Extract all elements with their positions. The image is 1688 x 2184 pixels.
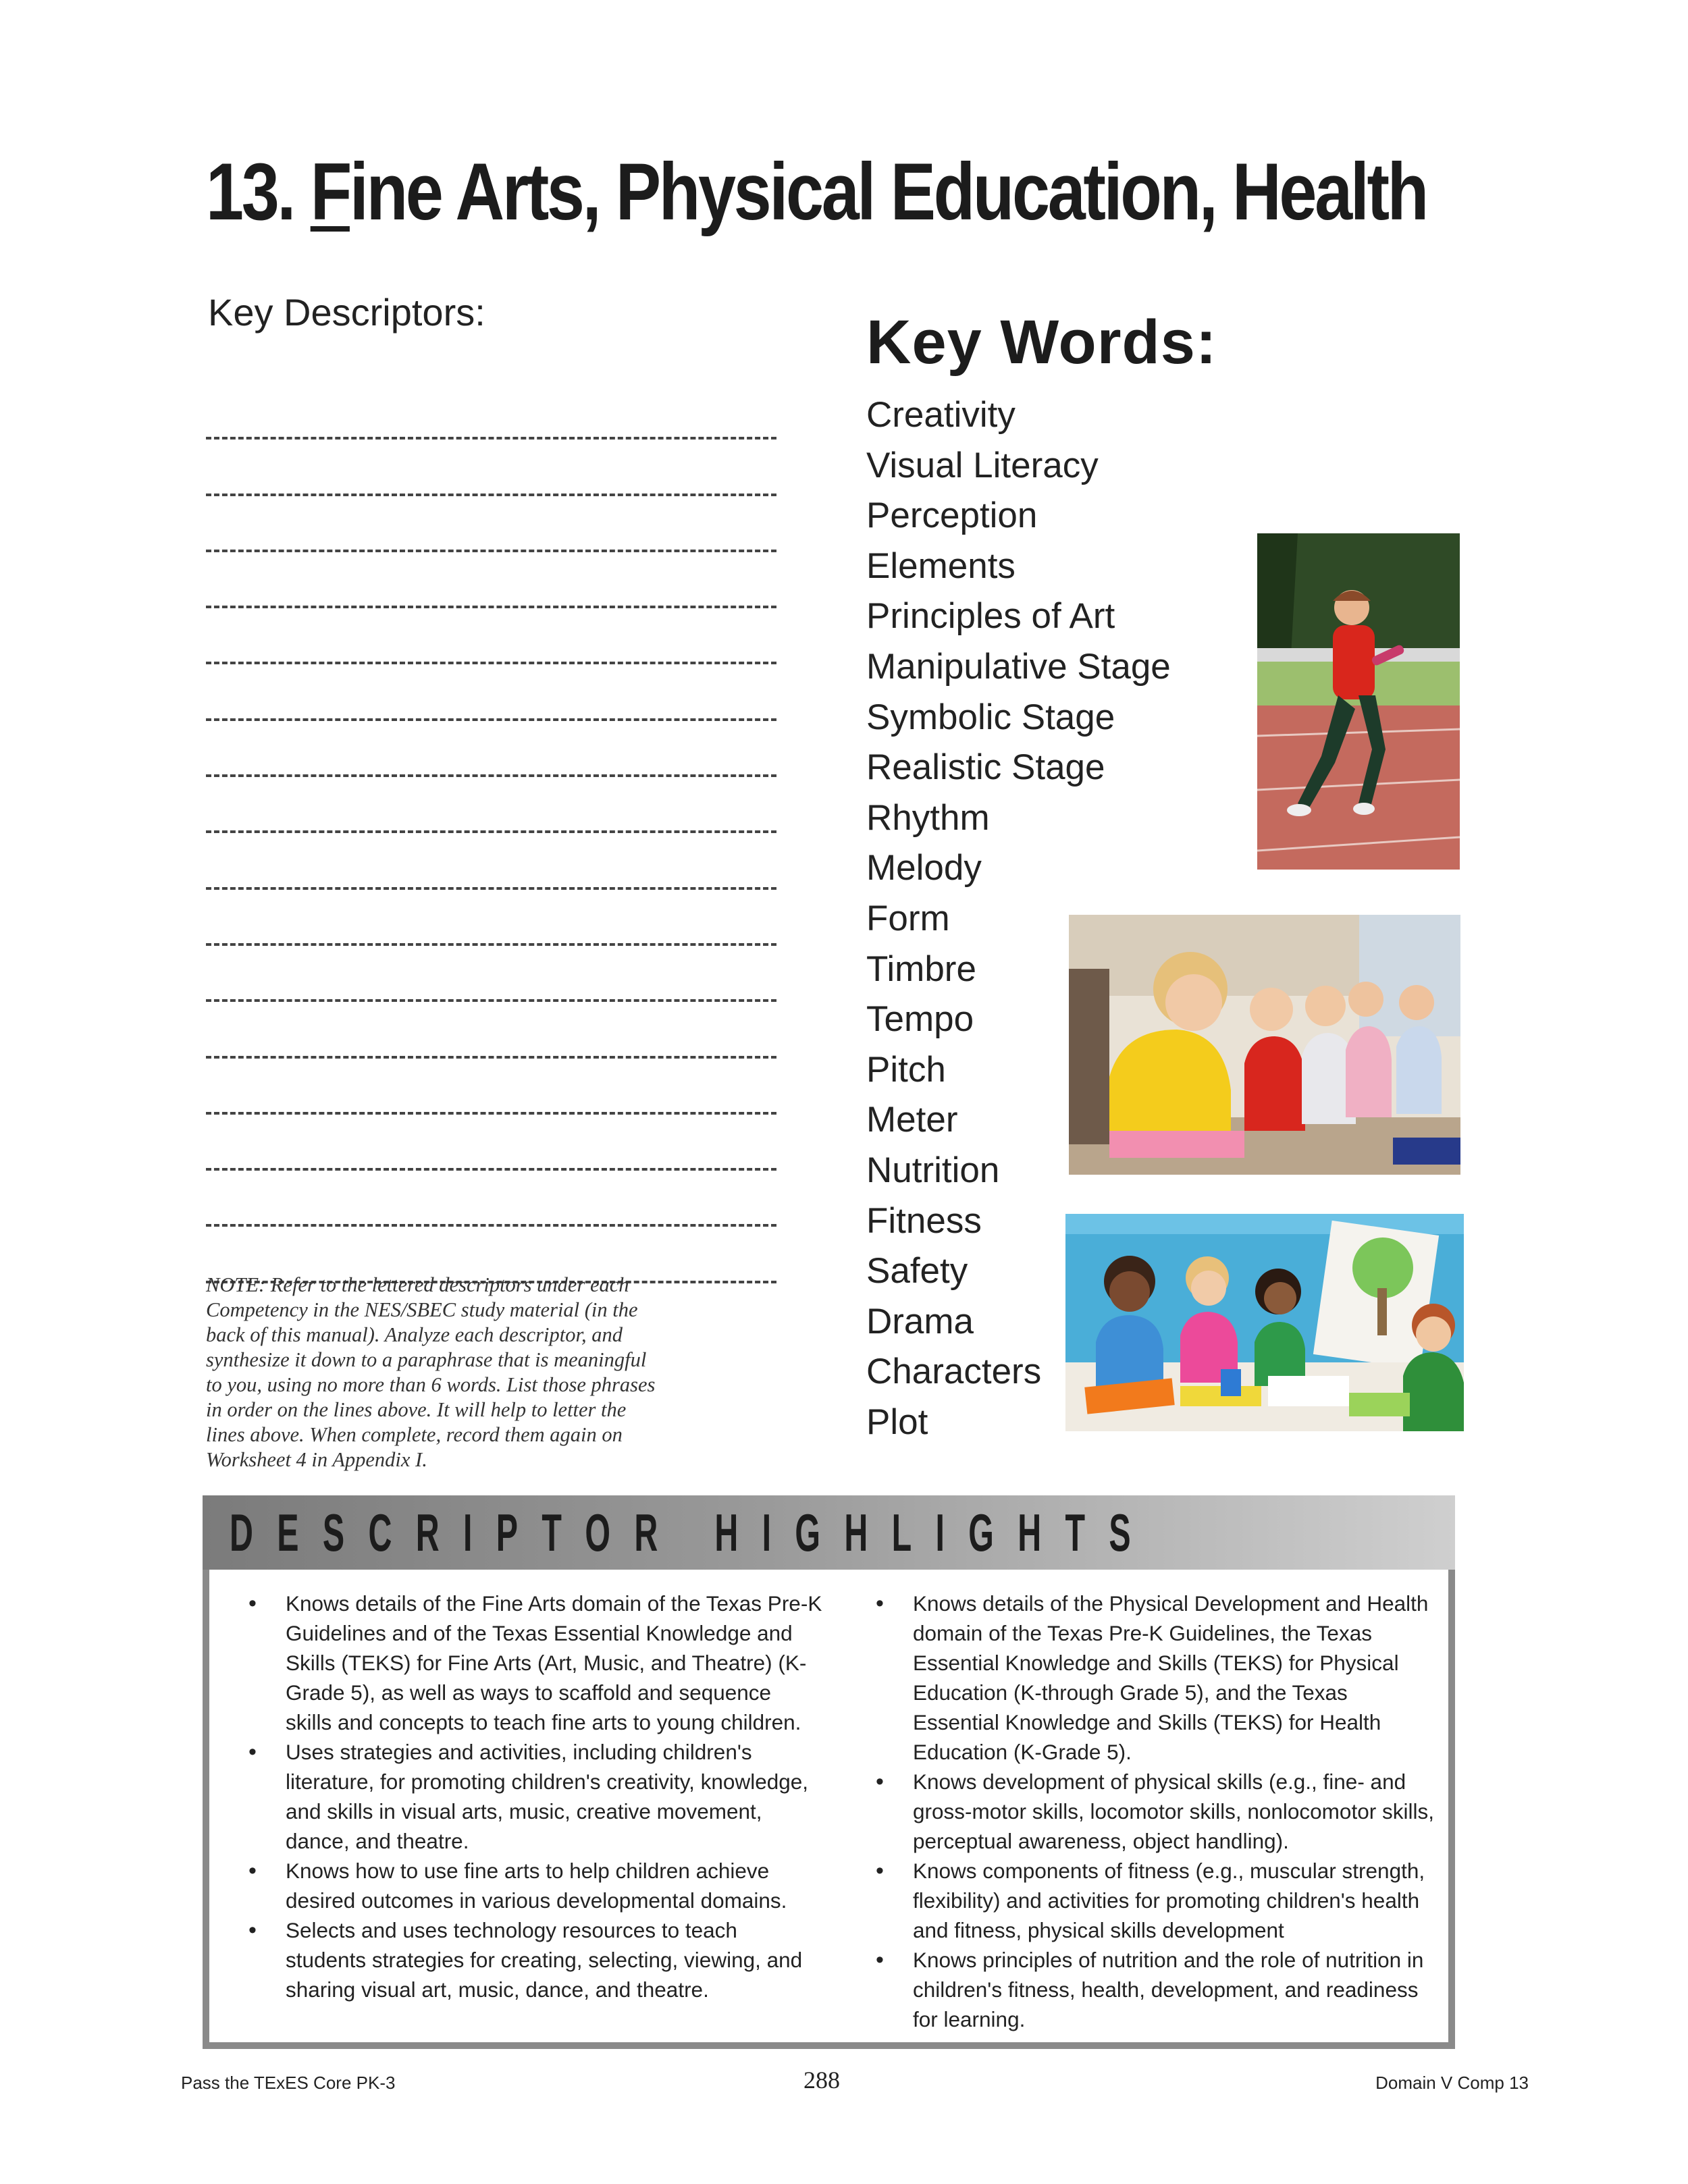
highlight-item: • Knows principles of nutrition and the role of nutrition in children's fitness, health, development, and readiness for learning.: [876, 1945, 1436, 2034]
highlight-item: • Knows components of fitness (e.g., muscular strength, flexibility) and activities for promoting children's health and fitness, physical skills development: [876, 1856, 1436, 1945]
highlight-item: • Knows how to use fine arts to help children achieve desired outcomes in various developmental domains.: [248, 1856, 822, 1915]
photo-children-art-table: [1065, 1214, 1464, 1431]
descriptor-line: [206, 664, 776, 720]
highlight-item: • Uses strategies and activities, including children's literature, for promoting children's creativity, knowledge, and skills in visual arts, music, creative movement, dance, and theatre.: [248, 1737, 822, 1856]
page-title: [206, 145, 1427, 238]
footer-left: Pass the TExES Core PK-3: [181, 2073, 396, 2093]
highlight-item: • Knows details of the Fine Arts domain of the Texas Pre-K Guidelines and of the Texas Essential Knowledge and Skills (TEKS) for Fine Arts (Art, Music, and Theatre) (K-Grade 5), as well as ways to scaffold and sequence skills and concepts to teach fine arts to young children.: [248, 1589, 822, 1737]
photo-girl-running: [1257, 533, 1460, 870]
key-word-item: Manipulative Stage: [866, 646, 1171, 687]
descriptor-line: [206, 496, 776, 552]
key-word-item: Pitch: [866, 1049, 946, 1090]
descriptor-line: [206, 1115, 776, 1171]
descriptor-highlights-banner: [203, 1495, 1455, 1570]
descriptor-line: [206, 1002, 776, 1058]
key-word-item: Meter: [866, 1100, 958, 1140]
title-rest: ine Arts, Physical Education, Health: [349, 147, 1427, 237]
key-word-item: Visual Literacy: [866, 445, 1099, 485]
key-descriptors-label: Key Descriptors:: [208, 291, 485, 334]
key-word-item: Fitness: [866, 1200, 982, 1241]
descriptor-line: [206, 552, 776, 608]
key-word-item: Characters: [866, 1352, 1042, 1392]
descriptor-line: [206, 1059, 776, 1115]
descriptor-line: [206, 721, 776, 777]
descriptor-highlights-title: DESCRIPTOR HIGHLIGHTS: [230, 1503, 1155, 1562]
title-number: 13.: [206, 147, 294, 237]
key-word-item: Symbolic Stage: [866, 697, 1115, 737]
key-word-item: Nutrition: [866, 1150, 1000, 1190]
key-word-item: Drama: [866, 1301, 974, 1341]
descriptor-line: [206, 1171, 776, 1227]
key-word-item: Melody: [866, 848, 982, 888]
descriptor-line: [206, 833, 776, 889]
descriptor-line: [206, 946, 776, 1002]
footer-right: Domain V Comp 13: [1375, 2073, 1529, 2093]
descriptor-note: NOTE: Refer to the lettered descriptors under each Competency in the NES/SBEC study material (in the back of this manual). Analyze each descriptor, and synthesize it down to a paraphrase that is meaningful to you, using no more than 6 words. List those phrases in order on the lines above. It will help to letter the lines above. When complete, record them again on Worksheet 4 in Appendix I.: [206, 1273, 656, 1471]
key-word-item: Principles of Art: [866, 596, 1115, 637]
key-word-item: Form: [866, 898, 950, 938]
key-word-item: Timbre: [866, 949, 976, 989]
page-number: 288: [803, 2067, 840, 2094]
descriptor-lines: [206, 383, 776, 1283]
descriptor-line: [206, 608, 776, 664]
key-word-item: Tempo: [866, 999, 974, 1040]
highlight-item: • Selects and uses technology resources to teach students strategies for creating, selecting, viewing, and sharing visual art, music, dance, and theatre.: [248, 1915, 822, 2004]
key-words-title: Key Words:: [866, 308, 1217, 377]
highlights-left-column: [248, 1589, 822, 2004]
highlight-item: • Knows development of physical skills (e.g., fine- and gross-motor skills, locomotor skills, nonlocomotor skills, perceptual awareness, object handling).: [876, 1767, 1436, 1856]
key-word-item: Rhythm: [866, 797, 990, 838]
key-word-item: Plot: [866, 1402, 928, 1442]
highlights-right-column: [876, 1589, 1436, 2034]
photo-children-music-class: [1069, 915, 1460, 1175]
highlight-item: • Knows details of the Physical Development and Health domain of the Texas Pre-K Guidelines, the Texas Essential Knowledge and Skills (TEKS) for Physical Education (K-through Grade 5), and the Texas Essential Knowledge and Skills (TEKS) for Health Education (K-Grade 5).: [876, 1589, 1436, 1767]
key-word-item: Realistic Stage: [866, 747, 1105, 788]
key-word-item: Elements: [866, 545, 1016, 586]
descriptor-line: [206, 383, 776, 440]
key-word-item: Safety: [866, 1251, 968, 1291]
descriptor-line: [206, 777, 776, 833]
key-word-item: Perception: [866, 496, 1038, 536]
descriptor-line: [206, 440, 776, 496]
key-word-item: Creativity: [866, 395, 1016, 435]
descriptor-highlights-box: [203, 1570, 1455, 2049]
title-first-letter: F: [310, 147, 350, 237]
descriptor-line: [206, 890, 776, 946]
